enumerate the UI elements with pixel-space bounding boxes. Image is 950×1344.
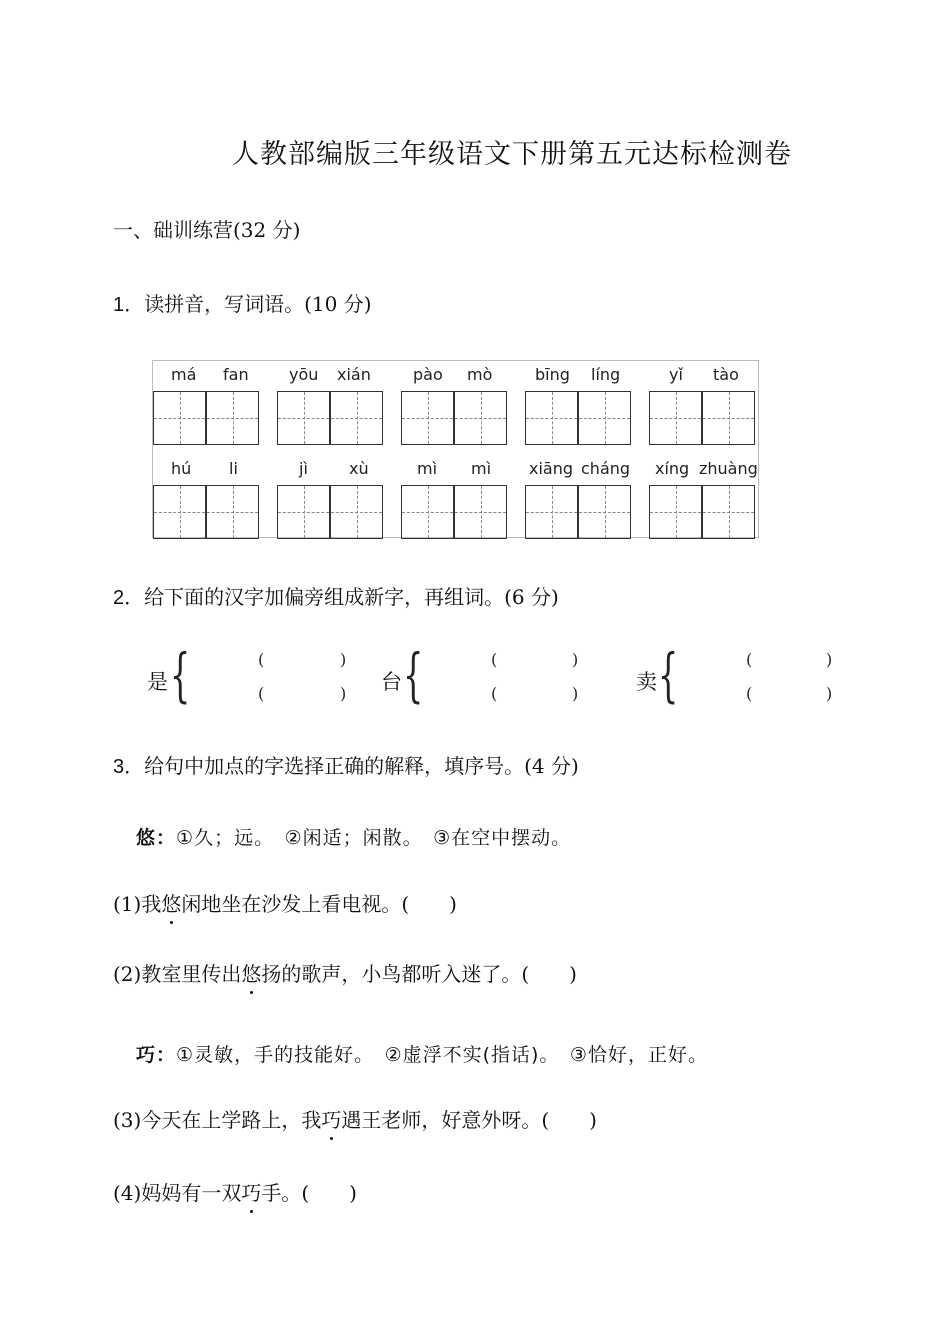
answer-paren[interactable]: ( [746, 650, 753, 669]
question-number: 3． [113, 756, 145, 778]
tian-zi-box[interactable] [401, 485, 454, 539]
sentence-text: (2)教室里传出 [113, 962, 242, 986]
writing-boxes [401, 485, 507, 539]
tian-zi-box[interactable] [649, 391, 702, 445]
definition-sep: ： [156, 827, 177, 849]
writing-boxes [649, 485, 755, 539]
definition-char: 巧 [136, 1044, 157, 1066]
pinyin-syllable: mì [471, 459, 492, 478]
pinyin-labels [649, 459, 758, 481]
tian-zi-box[interactable] [153, 485, 206, 539]
dotted-char: 巧 [321, 1104, 341, 1133]
answer-paren[interactable]: ( [491, 650, 498, 669]
pinyin-labels [525, 365, 631, 387]
sentence-3 [113, 1104, 597, 1133]
answer-paren[interactable]: ) [340, 684, 347, 703]
sentence-text: 扬的歌声，小鸟都听入迷了。( ) [261, 962, 577, 986]
tian-zi-box[interactable] [330, 485, 383, 539]
sentence-text: (1)我 [113, 892, 162, 916]
question-3 [113, 750, 579, 779]
definition-text: ①灵敏，手的技能好。 ②虚浮不实(指话)。 ③恰好，正好。 [176, 1044, 708, 1066]
pinyin-syllable: li [229, 459, 238, 478]
answer-paren[interactable]: ( [258, 684, 265, 703]
answer-paren[interactable]: ) [826, 650, 833, 669]
tian-zi-box[interactable] [277, 485, 330, 539]
pinyin-syllable: jì [299, 459, 308, 478]
tian-zi-box[interactable] [525, 391, 578, 445]
tian-zi-box[interactable] [578, 485, 631, 539]
writing-boxes [277, 485, 383, 539]
pinyin-writing-table [152, 360, 759, 538]
pinyin-syllable: tào [713, 365, 739, 384]
dotted-char: 悠 [241, 958, 261, 987]
radical-char: 台 [381, 670, 402, 694]
answer-paren[interactable]: ) [340, 650, 347, 669]
dotted-char: 巧 [241, 1177, 261, 1206]
writing-boxes [277, 391, 383, 445]
answer-paren[interactable]: ) [572, 684, 579, 703]
sentence-text: (4)妈妈有一双 [113, 1181, 242, 1205]
definition-line [136, 823, 571, 850]
pinyin-labels [277, 365, 383, 387]
sentence-text: (3)今天在上学路上，我 [113, 1108, 322, 1132]
pinyin-labels [525, 459, 631, 481]
writing-boxes [153, 391, 259, 445]
pinyin-syllable: cháng [581, 459, 631, 478]
answer-paren[interactable]: ) [572, 650, 579, 669]
tian-zi-box[interactable] [649, 485, 702, 539]
pinyin-labels [401, 459, 507, 481]
writing-boxes [401, 391, 507, 445]
brace: { [403, 641, 424, 709]
tian-zi-box[interactable] [578, 391, 631, 445]
question-number: 1． [113, 294, 145, 316]
tian-zi-box[interactable] [525, 485, 578, 539]
pinyin-labels [153, 365, 259, 387]
pinyin-syllable: líng [591, 365, 621, 384]
question-number: 2． [113, 587, 145, 609]
section-heading: 一、础训练营(32 分) [113, 218, 301, 242]
tian-zi-box[interactable] [702, 391, 755, 445]
pinyin-syllable: zhuàng [699, 459, 758, 478]
pinyin-syllable: má [171, 365, 197, 384]
definition-line [136, 1040, 708, 1067]
sentence-text: 遇王老师，好意外呀。( ) [341, 1108, 597, 1132]
definition-text: ①久；远。 ②闲适；闲散。 ③在空中摆动。 [176, 827, 572, 849]
pinyin-syllable: hú [171, 459, 192, 478]
sentence-4 [113, 1177, 357, 1206]
writing-boxes [153, 485, 259, 539]
answer-paren[interactable]: ( [491, 684, 498, 703]
sentence-1 [113, 888, 457, 917]
question-2 [113, 581, 559, 610]
pinyin-syllable: bīng [535, 365, 570, 384]
writing-boxes [525, 485, 631, 539]
pinyin-syllable: mì [417, 459, 438, 478]
pinyin-labels [153, 459, 259, 481]
question-text: 读拼音，写词语。(10 分) [144, 292, 372, 316]
writing-boxes [649, 391, 755, 445]
radical-char: 卖 [636, 670, 657, 694]
tian-zi-box[interactable] [153, 391, 206, 445]
sentence-text: 手。( ) [261, 1181, 357, 1205]
definition-sep: ： [156, 1044, 177, 1066]
answer-paren[interactable]: ( [746, 684, 753, 703]
pinyin-syllable: fan [223, 365, 249, 384]
brace: { [658, 641, 679, 709]
question-text: 给下面的汉字加偏旁组成新字，再组词。(6 分) [144, 585, 559, 609]
tian-zi-box[interactable] [330, 391, 383, 445]
pinyin-syllable: mò [467, 365, 493, 384]
radical-char: 是 [147, 670, 168, 694]
answer-paren[interactable]: ) [826, 684, 833, 703]
pinyin-syllable: yǐ [669, 365, 683, 384]
pinyin-syllable: xiāng [529, 459, 574, 478]
tian-zi-box[interactable] [702, 485, 755, 539]
pinyin-labels [277, 459, 383, 481]
sentence-2 [113, 958, 577, 987]
pinyin-labels [401, 365, 507, 387]
pinyin-syllable: xián [337, 365, 371, 384]
tian-zi-box[interactable] [454, 485, 507, 539]
question-1 [113, 288, 372, 317]
tian-zi-box[interactable] [454, 391, 507, 445]
definition-char: 悠 [136, 827, 157, 849]
dotted-char: 悠 [161, 888, 181, 917]
answer-paren[interactable]: ( [258, 650, 265, 669]
writing-boxes [525, 391, 631, 445]
pinyin-syllable: xíng [655, 459, 690, 478]
brace: { [170, 641, 191, 709]
pinyin-syllable: yōu [289, 365, 319, 384]
page-title: 人教部编版三年级语文下册第五元达标检测卷 [232, 139, 792, 170]
sentence-text: 闲地坐在沙发上看电视。( ) [181, 892, 457, 916]
tian-zi-box[interactable] [206, 485, 259, 539]
question-text: 给句中加点的字选择正确的解释，填序号。(4 分) [144, 754, 579, 778]
tian-zi-box[interactable] [401, 391, 454, 445]
pinyin-labels [649, 365, 755, 387]
tian-zi-box[interactable] [277, 391, 330, 445]
tian-zi-box[interactable] [206, 391, 259, 445]
pinyin-syllable: pào [413, 365, 443, 384]
pinyin-syllable: xù [349, 459, 369, 478]
